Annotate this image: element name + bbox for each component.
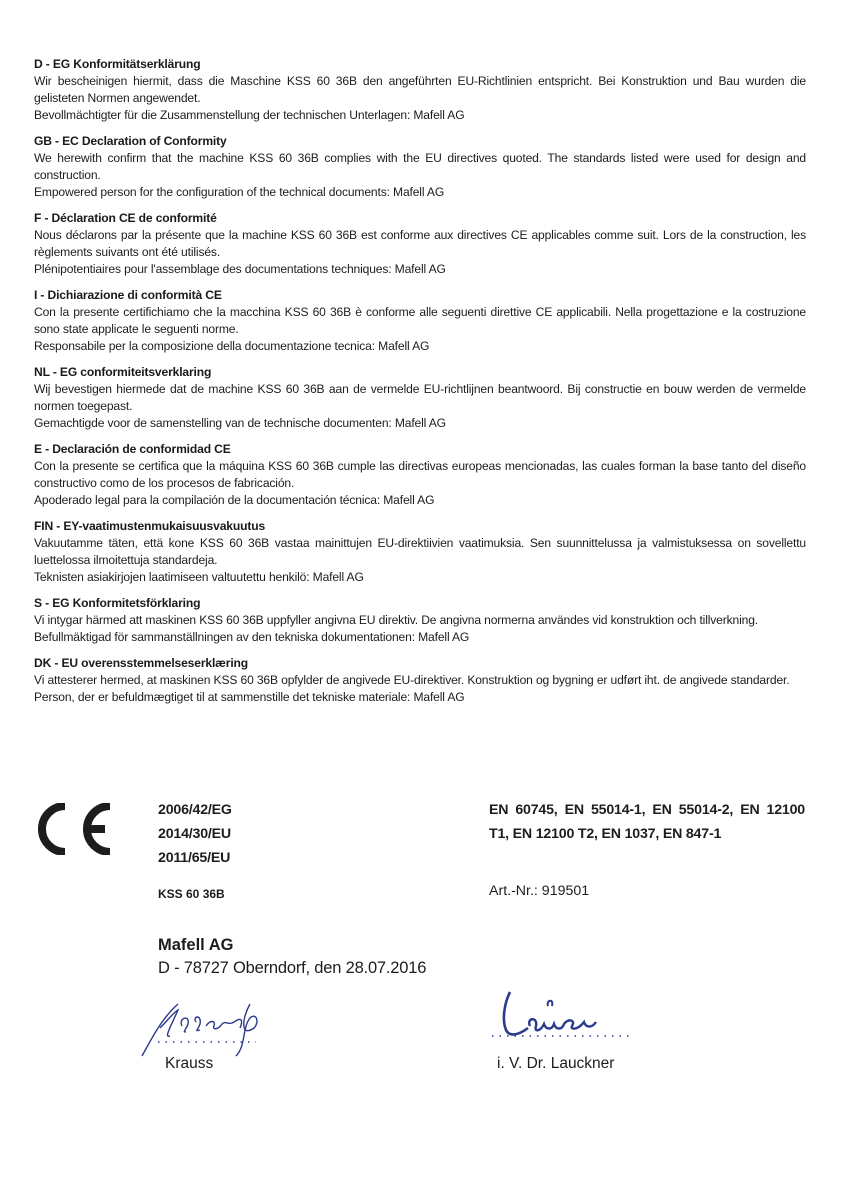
- declaration-title: I - Dichiarazione di conformità CE: [34, 288, 222, 302]
- declaration-title: NL - EG conformiteitsverklaring: [34, 365, 212, 379]
- handwritten-signature-krauss-icon: [130, 998, 290, 1060]
- declaration-body: Wir bescheinigen hiermit, dass die Maschine KSS 60 36B den angeführten EU-Richtlinien entspricht. Bei Konstruktion und Bau wurden die gelisteten Normen angewendet.: [34, 74, 806, 105]
- declaration-de: [34, 56, 806, 124]
- declaration-body: Vi attesterer hermed, at maskinen KSS 60 36B opfylder de angivede EU-direktiver. Konstruktion og bygning er udført iht. de angivede standarder.: [34, 673, 790, 687]
- directive-item: 2006/42/EG: [158, 802, 232, 818]
- declaration-title: E - Declaración de conformidad CE: [34, 442, 231, 456]
- declaration-empowered: Gemachtigde voor de samenstelling van de technische documenten: Mafell AG: [34, 416, 446, 430]
- declaration-body: Con la presente certifichiamo che la macchina KSS 60 36B è conforme alle seguenti direttive CE applicabili. Nella progettazione e la costruzione sono state applicate le seguenti norme.: [34, 305, 806, 336]
- standards-list: EN 60745, EN 55014-1, EN 55014-2, EN 12100 T1, EN 12100 T2, EN 1037, EN 847-1: [489, 802, 805, 842]
- declaration-title: S - EG Konformitetsförklaring: [34, 596, 201, 610]
- declaration-empowered: Responsabile per la composizione della documentazione tecnica: Mafell AG: [34, 339, 430, 353]
- declaration-title: F - Déclaration CE de conformité: [34, 211, 217, 225]
- declaration-nl: [34, 364, 806, 432]
- declaration-body: Wij bevestigen hiermede dat de machine KSS 60 36B aan de vermelde EU-richtlijnen beantwoord. Bij constructie en bouw werden de vermelde normen toegepast.: [34, 382, 806, 413]
- declaration-empowered: Apoderado legal para la compilación de la documentación técnica: Mafell AG: [34, 493, 435, 507]
- directives-list: [158, 798, 232, 870]
- declaration-es: [34, 441, 806, 509]
- declaration-se: [34, 595, 806, 646]
- place-and-date: D - 78727 Oberndorf, den 28.07.2016: [158, 959, 427, 977]
- declaration-title: GB - EC Declaration of Conformity: [34, 134, 227, 148]
- declaration-fr: [34, 210, 806, 278]
- signatory-name-right: i. V. Dr. Lauckner: [497, 1055, 615, 1072]
- ce-mark-icon: [30, 803, 114, 855]
- declaration-title: D - EG Konformitätserklärung: [34, 57, 201, 71]
- declaration-empowered: Plénipotentiaires pour l'assemblage des documentations techniques: Mafell AG: [34, 262, 446, 276]
- declaration-empowered: Empowered person for the configuration of the technical documents: Mafell AG: [34, 185, 445, 199]
- declaration-empowered: Person, der er befuldmægtiget til at sammenstille det tekniske materiale: Mafell AG: [34, 690, 465, 704]
- declaration-gb: [34, 133, 806, 201]
- signatory-name-left: Krauss: [165, 1055, 214, 1072]
- directive-item: 2014/30/EU: [158, 826, 231, 842]
- declaration-it: [34, 287, 806, 355]
- declaration-title: FIN - EY-vaatimustenmukaisuusvakuutus: [34, 519, 266, 533]
- declaration-body: We herewith confirm that the machine KSS 60 36B complies with the EU directives quoted. The standards listed were used for design and construction.: [34, 151, 806, 182]
- declaration-body: Vakuutamme täten, että kone KSS 60 36B vastaa mainittujen EU-direktiivien vaatimuksia. Sen suunnittelussa ja valmistuksessa on sovellettu luettelossa ilmoitettuja standardeja.: [34, 536, 806, 567]
- declaration-fin: [34, 518, 806, 586]
- article-number: Art.-Nr.: 919501: [489, 883, 590, 899]
- machine-model: KSS 60 36B: [158, 887, 225, 901]
- declaration-body: Vi intygar härmed att maskinen KSS 60 36B uppfyller angivna EU direktiv. De angivna normerna användes vid konstruktion och tillverkning.: [34, 613, 758, 627]
- declaration-empowered: Bevollmächtigter für die Zusammenstellung der technischen Unterlagen: Mafell AG: [34, 108, 465, 122]
- declaration-empowered: Teknisten asiakirjojen laatimiseen valtuutettu henkilö: Mafell AG: [34, 570, 364, 584]
- declaration-title: DK - EU overensstemmelseserklæring: [34, 656, 249, 670]
- directive-item: 2011/65/EU: [158, 850, 231, 866]
- handwritten-signature-lauckner-icon: [488, 990, 638, 1050]
- declaration-body: Con la presente se certifica que la máquina KSS 60 36B cumple las directivas europeas mencionadas, las cuales forman la base tanto del diseño constructivo como de los procesos de fabricación.: [34, 459, 806, 490]
- declaration-body: Nous déclarons par la présente que la machine KSS 60 36B est conforme aux directives CE applicables comme suit. Lors de la construction, les règlements suivants ont été utilisés.: [34, 228, 806, 259]
- declaration-empowered: Befullmäktigad för sammanställningen av den tekniska dokumentationen: Mafell AG: [34, 630, 470, 644]
- declaration-dk: [34, 655, 806, 706]
- declarations-list: [34, 56, 806, 715]
- company-name: Mafell AG: [158, 936, 234, 954]
